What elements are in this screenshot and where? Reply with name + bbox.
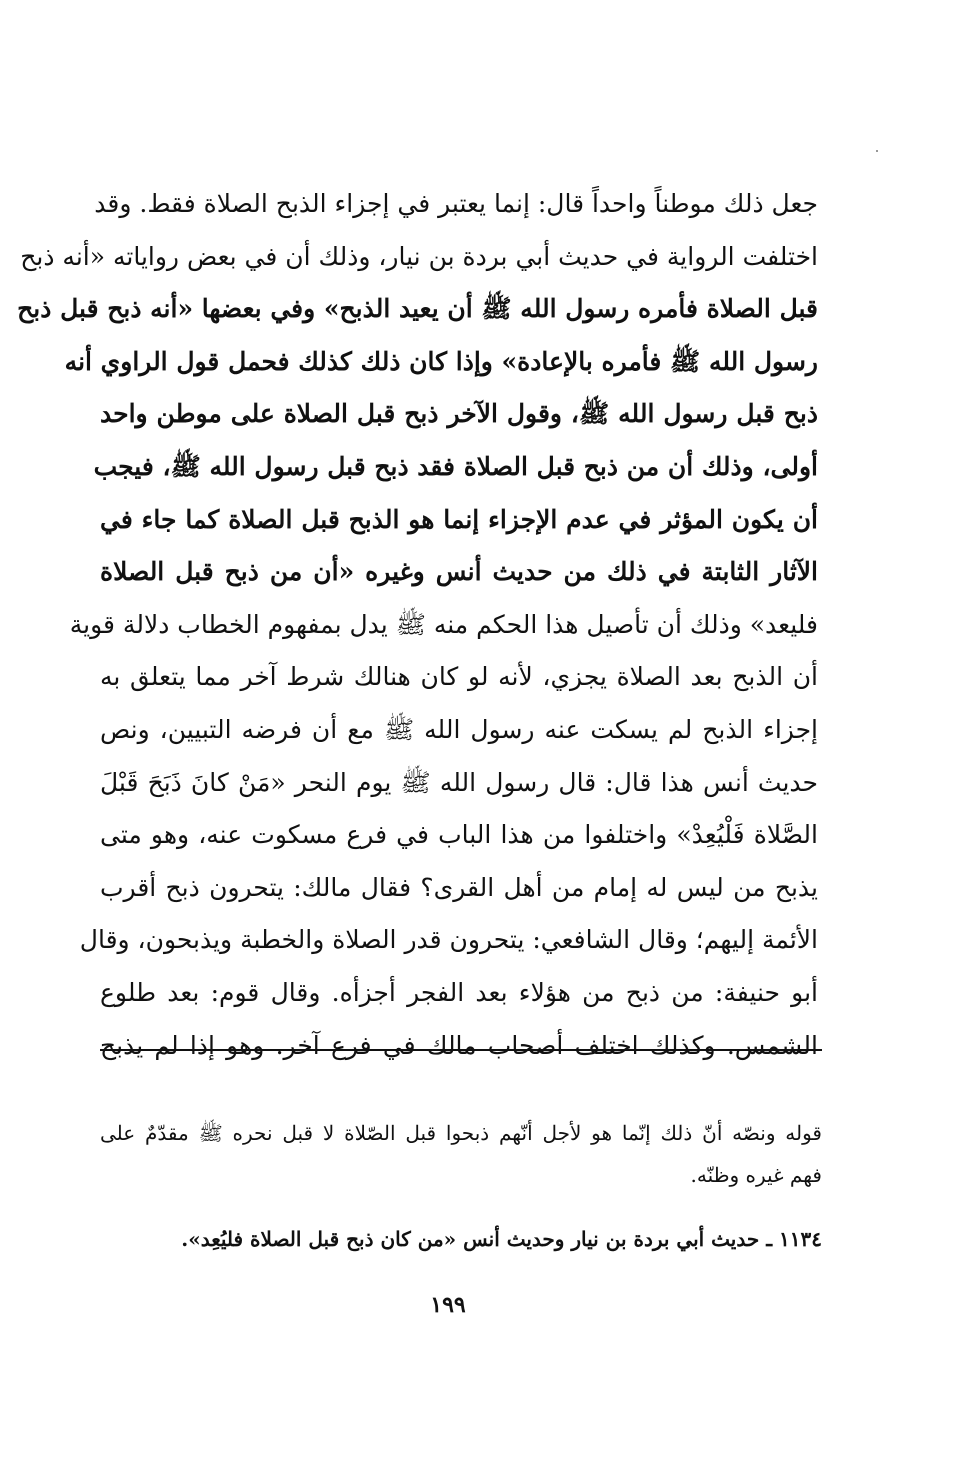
- scan-speck: [876, 150, 878, 152]
- footnote-line: قوله ونصّه أنّ ذلك إنّما هو لأجل أنّهم ذبحوا قبل الصّلاة لا قبل نحره ﷺ مقدّمٌ على: [100, 1121, 822, 1145]
- text-line: قبل الصلاة فأمره رسول الله ﷺ أن يعيد الذبح» وفي بعضها «أنه ذبح قبل ذبح: [17, 294, 818, 324]
- text-line: يذبح من ليس له إمام من أهل القرى؟ فقال مالك: يتحرون ذبح أقرب: [100, 872, 818, 902]
- text-line: ذبح قبل رسول الله ﷺ، وقول الآخر ذبح قبل الصلاة على موطن واحد: [100, 399, 818, 429]
- text-line: حديث أنس هذا قال: قال رسول الله ﷺ يوم النحر «مَنْ كانَ ذَبَحَ قَبْلَ: [100, 767, 818, 797]
- main-text-block: [17, 178, 818, 1072]
- text-line: اختلفت الرواية في حديث أبي بردة بن نيار، وذلك أن في بعض رواياته «أنه ذبح: [20, 241, 818, 271]
- footnote-spacer: [100, 1196, 822, 1218]
- footnote-1134: ١١٣٤ ـ حديث أبي بردة بن نيار وحديث أنس «من كان ذبح قبل الصلاة فليُعِد».: [181, 1227, 822, 1251]
- text-line: الصَّلاة فَلْيُعِدْ» واختلفوا من هذا الباب في فرع مسكوت عنه، وهو متى: [100, 820, 818, 850]
- footnote-divider: [100, 1049, 822, 1051]
- text-line: أولى، وذلك أن من ذبح قبل الصلاة فقد ذبح قبل رسول الله ﷺ، فيجب: [93, 451, 818, 481]
- footnote-line: فهم غيره وظنّه.: [690, 1163, 822, 1187]
- text-line: رسول الله ﷺ فأمره بالإعادة» وإذا كان ذلك كذلك فحمل قول الراوي أنه: [64, 346, 818, 376]
- text-line: أن الذبح بعد الصلاة يجزي، لأنه لو كان هنالك شرط آخر مما يتعلق به: [100, 662, 818, 692]
- text-line: الشمس. وكذلك اختلف أصحاب مالك في فرع آخر. وهو إذا لم يذبح: [100, 1030, 818, 1060]
- text-line: جعل ذلك موطناً واحداً قال: إنما يعتبر في إجزاء الذبح الصلاة فقط. وقد: [94, 189, 818, 218]
- text-line: الآثار الثابتة في ذلك من حديث أنس وغيره «أن من ذبح قبل الصلاة: [100, 557, 818, 587]
- text-line: الأئمة إليهم؛ وقال الشافعي: يتحرون قدر الصلاة والخطبة ويذبحون، وقال: [79, 925, 818, 955]
- text-line: فليعد» وذلك أن تأصيل هذا الحكم منه ﷺ يدل بمفهوم الخطاب دلالة قوية: [69, 609, 818, 639]
- footnotes-block: [100, 1112, 822, 1260]
- text-line: إجزاء الذبح لم يسكت عنه رسول الله ﷺ مع أن فرضه التبيين، ونص: [100, 714, 818, 744]
- text-line: أبو حنيفة: من ذبح من هؤلاء بعد الفجر أجزأه. وقال قوم: بعد طلوع: [100, 977, 818, 1007]
- text-line: أن يكون المؤثر في عدم الإجزاء إنما هو الذبح قبل الصلاة كما جاء في: [100, 504, 818, 534]
- page-number: ١٩٩: [430, 1292, 466, 1318]
